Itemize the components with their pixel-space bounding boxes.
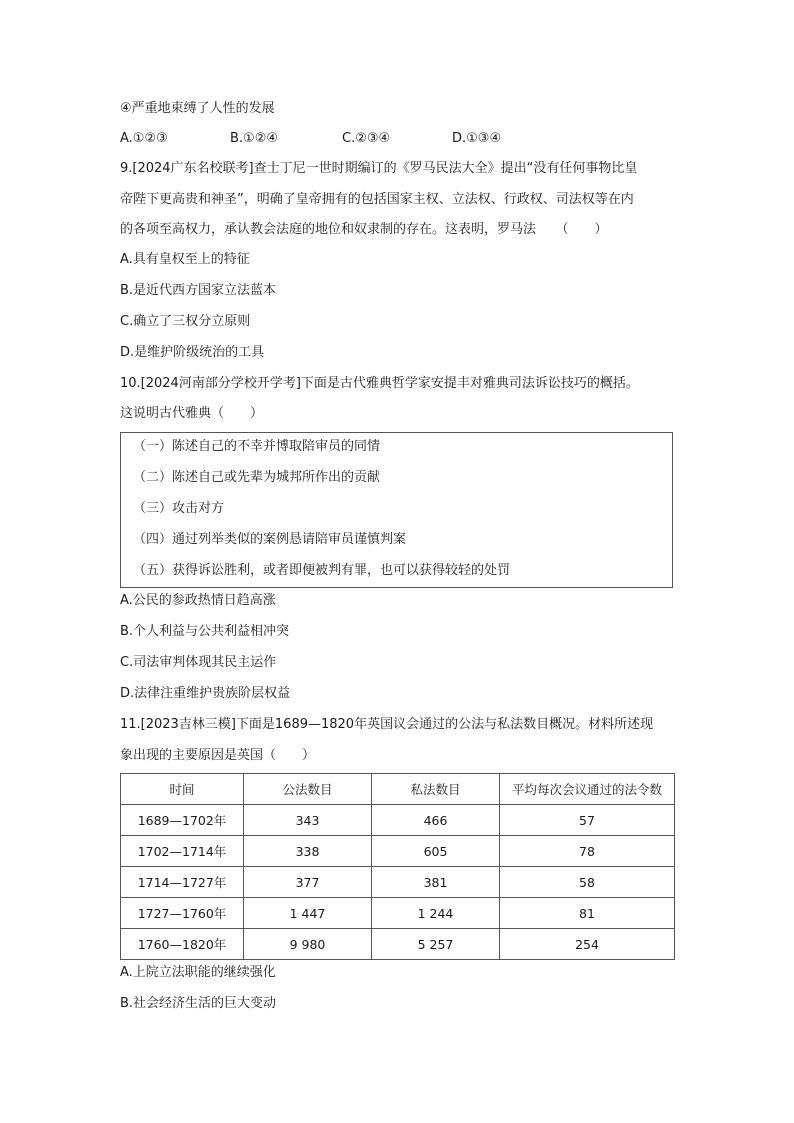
table-row bbox=[121, 898, 675, 929]
q9-option-a: A.具有皇权至上的特征 bbox=[120, 252, 250, 267]
table-header-row bbox=[121, 774, 675, 805]
table-cell: 381 bbox=[372, 867, 500, 898]
table-row bbox=[121, 867, 675, 898]
q10-option-a: A.公民的参政热情日趋高涨 bbox=[120, 593, 276, 608]
table-cell: 1 447 bbox=[244, 898, 372, 929]
table-cell: 1714—1727年 bbox=[121, 867, 244, 898]
header-cell: 平均每次会议通过的法令数 bbox=[500, 774, 675, 805]
table-row bbox=[121, 929, 675, 960]
table-row bbox=[121, 836, 675, 867]
q9-option-d: D.是维护阶级统治的工具 bbox=[120, 345, 265, 360]
q10-option-d: D.法律注重维护贵族阶层权益 bbox=[120, 686, 291, 701]
q10-box-line-3: （三）攻击对方 bbox=[133, 501, 225, 516]
q11-stem-line-2: 象出现的主要原因是英国（ ） bbox=[120, 748, 316, 763]
q10-option-b: B.个人利益与公共利益相冲突 bbox=[120, 624, 290, 639]
header-cell: 私法数目 bbox=[372, 774, 500, 805]
q11-data-table bbox=[120, 773, 675, 960]
table-cell: 343 bbox=[244, 805, 372, 836]
q8-item-4: ④严重地束缚了人性的发展 bbox=[120, 101, 275, 116]
table-cell: 5 257 bbox=[372, 929, 500, 960]
q10-option-c: C.司法审判体现其民主运作 bbox=[120, 655, 277, 670]
table-cell: 78 bbox=[500, 836, 675, 867]
q10-stem-line-1: 10.[2024河南部分学校开学考]下面是古代雅典哲学家安提丰对雅典司法诉讼技巧的概括。 bbox=[120, 376, 639, 391]
q10-material-box bbox=[120, 432, 673, 588]
q9-option-c: C.确立了三权分立原则 bbox=[120, 314, 251, 329]
q8-option-c: C.②③④ bbox=[342, 131, 391, 146]
q8-option-a: A.①②③ bbox=[120, 131, 168, 146]
q9-stem-line-3: 的各项至高权力，承认教会法庭的地位和奴隶制的存在。这表明，罗马法 （ ） bbox=[120, 222, 608, 237]
q10-box-line-2: （二）陈述自己或先辈为城邦所作出的贡献 bbox=[133, 470, 381, 485]
table-cell: 254 bbox=[500, 929, 675, 960]
q10-box-line-1: （一）陈述自己的不幸并博取陪审员的同情 bbox=[133, 439, 381, 454]
q11-option-a: A.上院立法职能的继续强化 bbox=[120, 965, 276, 980]
table-cell: 338 bbox=[244, 836, 372, 867]
table-cell: 1760—1820年 bbox=[121, 929, 244, 960]
table-cell: 58 bbox=[500, 867, 675, 898]
table-cell: 57 bbox=[500, 805, 675, 836]
q9-option-b: B.是近代西方国家立法蓝本 bbox=[120, 283, 277, 298]
header-cell: 公法数目 bbox=[244, 774, 372, 805]
q11-stem-line-1: 11.[2023吉林三模]下面是1689—1820年英国议会通过的公法与私法数目概况。材料所述现 bbox=[120, 717, 654, 732]
q10-box-line-5: （五）获得诉讼胜利，或者即便被判有罪，也可以获得较轻的处罚 bbox=[133, 563, 511, 578]
table-cell: 377 bbox=[244, 867, 372, 898]
q11-option-b: B.社会经济生活的巨大变动 bbox=[120, 996, 277, 1011]
table-cell: 81 bbox=[500, 898, 675, 929]
table-row bbox=[121, 805, 675, 836]
q10-stem-line-2: 这说明古代雅典（ ） bbox=[120, 406, 264, 421]
table-cell: 9 980 bbox=[244, 929, 372, 960]
q9-stem-line-1: 9.[2024广东名校联考]查士丁尼一世时期编订的《罗马民法大全》提出“没有任何事物比皇 bbox=[120, 161, 638, 176]
header-cell: 时间 bbox=[121, 774, 244, 805]
table-cell: 466 bbox=[372, 805, 500, 836]
table-cell: 605 bbox=[372, 836, 500, 867]
table-cell: 1702—1714年 bbox=[121, 836, 244, 867]
q8-option-d: D.①③④ bbox=[452, 131, 502, 146]
table-cell: 1689—1702年 bbox=[121, 805, 244, 836]
table-cell: 1 244 bbox=[372, 898, 500, 929]
table-cell: 1727—1760年 bbox=[121, 898, 244, 929]
q8-option-b: B.①②④ bbox=[230, 131, 279, 146]
q10-box-line-4: （四）通过列举类似的案例恳请陪审员谨慎判案 bbox=[133, 532, 407, 547]
q8-options bbox=[120, 130, 680, 148]
q9-stem-line-2: 帝陛下更高贵和神圣”，明确了皇帝拥有的包括国家主权、立法权、行政权、司法权等在内 bbox=[120, 192, 634, 207]
